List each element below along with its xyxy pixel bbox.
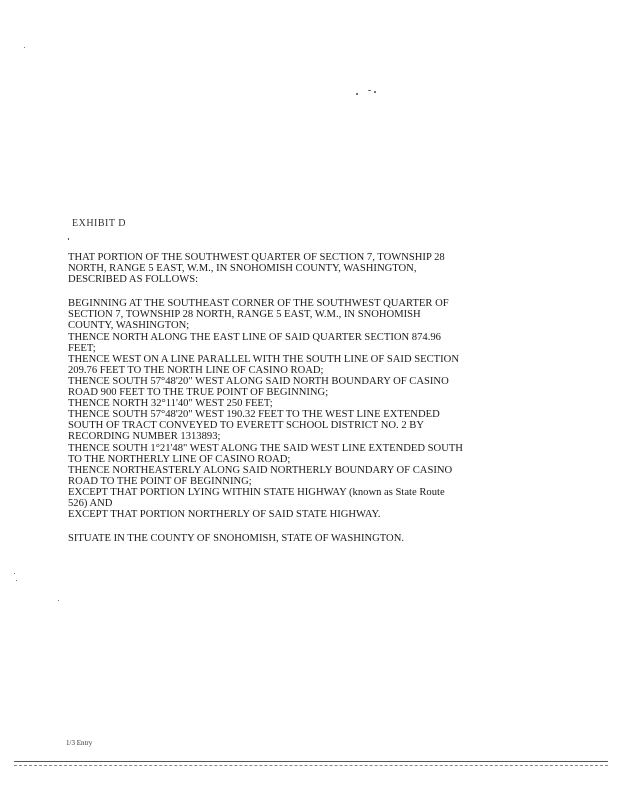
intro-line: DESCRIBED AS FOLLOWS: [68, 274, 199, 286]
description-line: FEET; [68, 342, 96, 354]
description-line: SECTION 7, TOWNSHIP 28 NORTH, RANGE 5 EAST, W.M., IN SNOHOMISH [68, 309, 421, 321]
description-line: THENCE NORTH 32°11'40" WEST 250 FEET; [68, 398, 273, 410]
description-line: ROAD TO THE POINT OF BEGINNING; [68, 475, 252, 487]
intro-paragraph [68, 252, 558, 285]
legal-description [68, 252, 558, 544]
situate-line: SITUATE IN THE COUNTY OF SNOHOMISH, STATE OF WASHINGTON. [68, 533, 405, 545]
scan-speck [58, 600, 59, 601]
description-line: COUNTY, WASHINGTON; [68, 320, 190, 332]
description-line: THENCE WEST ON A LINE PARALLEL WITH THE SOUTH LINE OF SAID SECTION [68, 353, 459, 365]
footer-divider [14, 761, 608, 762]
footer-note: 1/3 Entry [66, 739, 93, 747]
description-line: THENCE NORTH ALONG THE EAST LINE OF SAID QUARTER SECTION 874.96 [68, 331, 441, 343]
situate-paragraph [68, 533, 558, 544]
scan-speck [14, 573, 15, 574]
scan-speck [374, 91, 376, 93]
intro-line: NORTH, RANGE 5 EAST, W.M., IN SNOHOMISH COUNTY, WASHINGTON, [68, 263, 417, 275]
scan-speck [16, 580, 17, 581]
scan-mark [68, 238, 69, 240]
description-line: RECORDING NUMBER 1313893; [68, 431, 221, 443]
description-line: THENCE SOUTH 57°48'20" WEST 190.32 FEET TO THE WEST LINE EXTENDED [68, 409, 440, 421]
scan-speck [24, 47, 25, 48]
description-line: 526) AND [68, 497, 113, 509]
description-paragraph [68, 298, 558, 520]
description-line: THENCE SOUTH 57°48'20" WEST ALONG SAID NORTH BOUNDARY OF CASINO [68, 375, 449, 387]
description-line: BEGINNING AT THE SOUTHEAST CORNER OF THE SOUTHWEST QUARTER OF [68, 298, 449, 310]
description-line: THENCE NORTHEASTERLY ALONG SAID NORTHERLY BOUNDARY OF CASINO [68, 464, 453, 476]
footer-divider-dashed [14, 765, 608, 766]
description-line: EXCEPT THAT PORTION NORTHERLY OF SAID STATE HIGHWAY. [68, 509, 381, 521]
description-line: ROAD 900 FEET TO THE TRUE POINT OF BEGINNING; [68, 387, 329, 399]
description-line: SOUTH OF TRACT CONVEYED TO EVERETT SCHOOL DISTRICT NO. 2 BY [68, 420, 424, 432]
scan-speck [356, 93, 358, 95]
exhibit-label: EXHIBIT D [72, 218, 127, 229]
intro-line: THAT PORTION OF THE SOUTHWEST QUARTER OF SECTION 7, TOWNSHIP 28 [68, 252, 445, 263]
description-line: EXCEPT THAT PORTION LYING WITHIN STATE HIGHWAY (known as State Route [68, 486, 445, 498]
scan-speck [368, 90, 371, 91]
description-line: TO THE NORTHERLY LINE OF CASINO ROAD; [68, 453, 291, 465]
description-line: 209.76 FEET TO THE NORTH LINE OF CASINO ROAD; [68, 364, 324, 376]
description-line: THENCE SOUTH 1°21'48" WEST ALONG THE SAID WEST LINE EXTENDED SOUTH [68, 442, 463, 454]
